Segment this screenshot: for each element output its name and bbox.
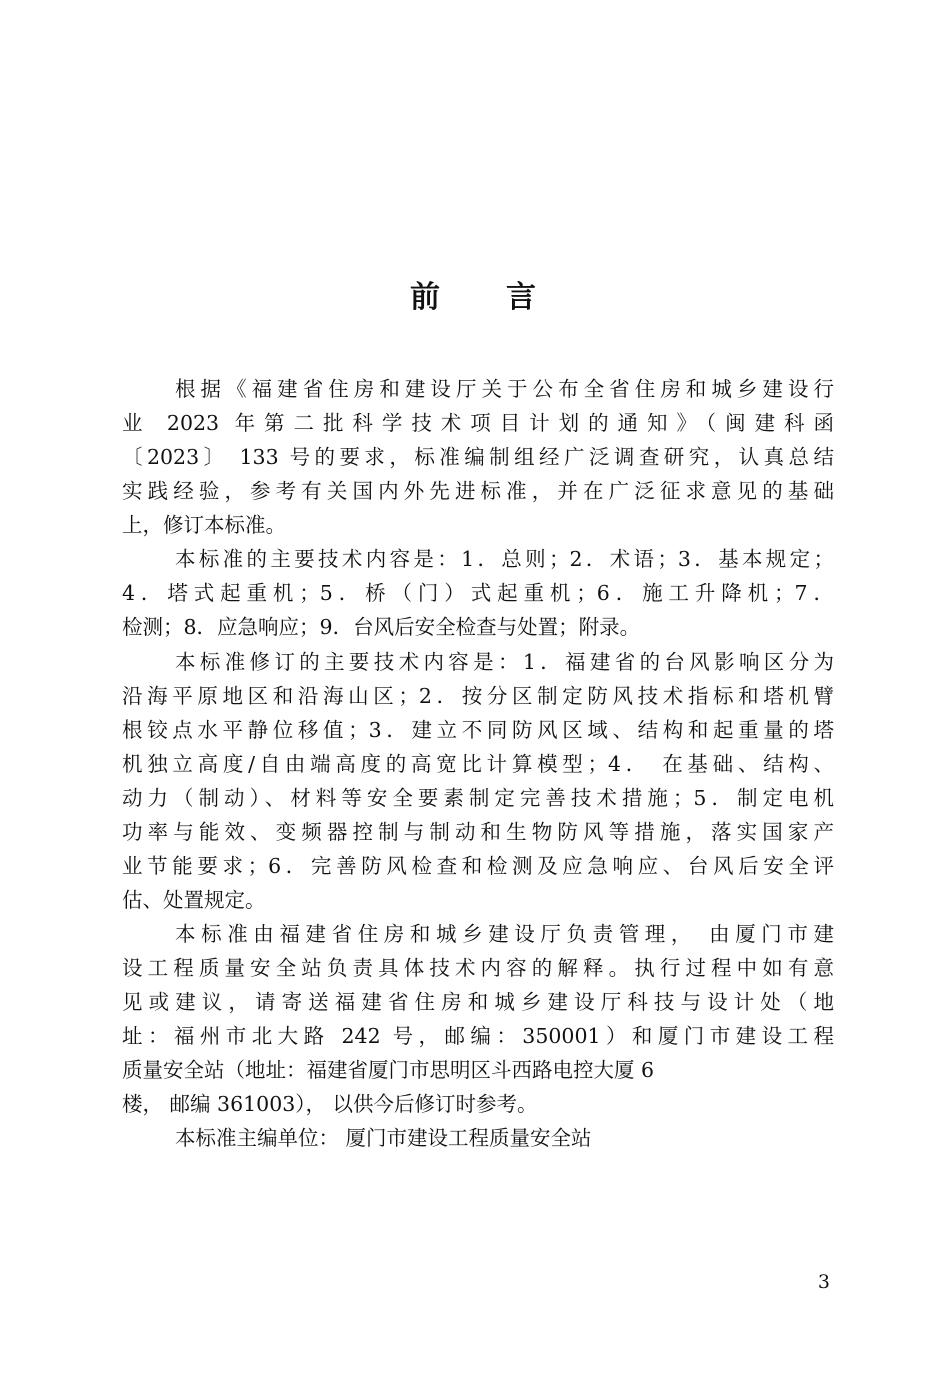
text-line: 业节能要求；6．完善防风检查和检测及应急响应、台风后安全评	[122, 854, 834, 878]
text-line: 上，修订本标准。	[122, 513, 286, 537]
text-line: 检测；8．应急响应；9．台风后安全检查与处置；附录。	[122, 615, 641, 639]
text-line: 质量安全站（地址：福建省厦门市思明区斗西路电控大厦 6	[122, 1058, 655, 1082]
title-char-1: 前	[410, 280, 444, 315]
text-line: 根据《福建省住房和建设厅关于公布全省住房和城乡建设行	[175, 377, 834, 401]
page-number: 3	[817, 1271, 830, 1293]
text-line: 楼， 邮编 361003）， 以供今后修订时参考。	[122, 1092, 538, 1116]
text-line: 4．塔式起重机；5．桥（门）式起重机；6．施工升降机；7．	[122, 581, 834, 605]
page-title	[0, 276, 950, 320]
text-line: 本标准的主要技术内容是：1．总则；2．术语；3．基本规定；	[175, 547, 834, 571]
text-line: 机独立高度/自由端高度的高宽比计算模型；4． 在基础、结构、	[122, 752, 834, 776]
text-line: 见或建议，请寄送福建省住房和城乡建设厅科技与设计处（地	[122, 990, 834, 1014]
text-line: 根铰点水平静位移值；3．建立不同防风区域、结构和起重量的塔	[122, 718, 834, 742]
title-char-2: 言	[506, 280, 540, 315]
text-line: 实践经验，参考有关国内外先进标准，并在广泛征求意见的基础	[122, 479, 834, 503]
text-line: 设工程质量安全站负责具体技术内容的解释。执行过程中如有意	[122, 956, 834, 980]
text-line: 功率与能效、变频器控制与制动和生物防风等措施，落实国家产	[122, 820, 834, 844]
text-line: 动力（制动）、材料等安全要素制定完善技术措施；5．制定电机	[122, 786, 834, 810]
text-line: 址：福州市北大路 242 号，邮编：350001）和厦门市建设工程	[122, 1024, 834, 1048]
text-line: 业 2023 年第二批科学技术项目计划的通知》（闽建科函	[122, 411, 834, 435]
text-line: 本标准主编单位： 厦门市建设工程质量安全站	[175, 1126, 592, 1150]
text-line: 本标准修订的主要技术内容是：1．福建省的台风影响区分为	[175, 650, 834, 674]
text-line: 估、处置规定。	[122, 888, 266, 912]
text-line: 本标准由福建省住房和城乡建设厅负责管理， 由厦门市建	[175, 922, 834, 946]
text-line: 沿海平原地区和沿海山区；2．按分区制定防风技术指标和塔机臂	[122, 684, 834, 708]
text-line: 〔2023〕 133 号的要求，标准编制组经广泛调查研究，认真总结	[122, 445, 834, 469]
